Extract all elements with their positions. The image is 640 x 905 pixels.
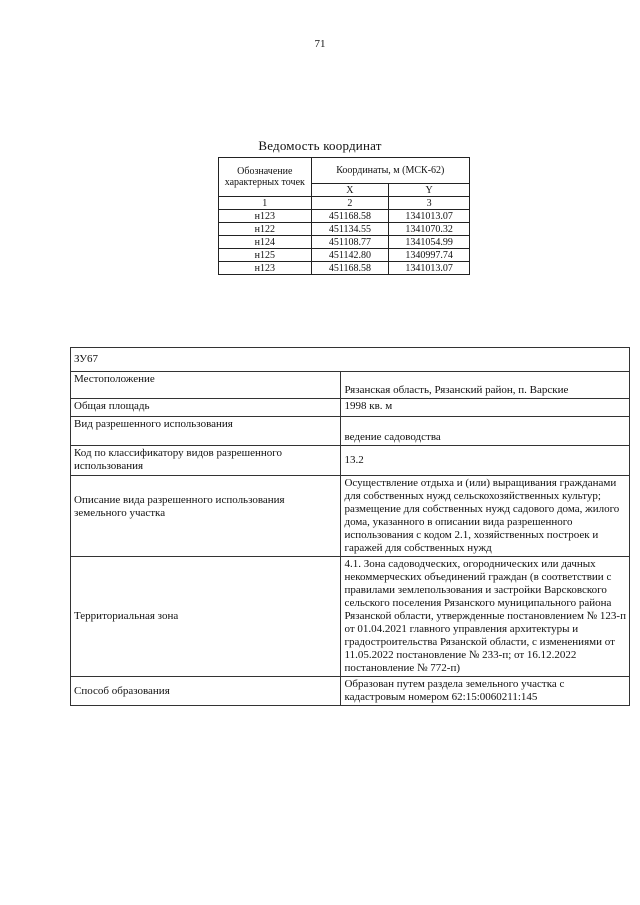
header-coords: Координаты, м (МСК-62): [311, 158, 469, 184]
x-cell: 451142.80: [311, 249, 389, 262]
parcel-id-row: [71, 348, 630, 372]
col-num: 3: [389, 197, 470, 210]
area-label: Общая площадь: [71, 399, 341, 417]
table-row: [219, 210, 470, 223]
coordinates-title: Ведомость координат: [258, 138, 382, 153]
code-row: [71, 446, 630, 476]
col-num: 1: [219, 197, 312, 210]
description-label: Описание вида разрешенного использования земельного участка: [71, 476, 341, 557]
use-value: ведение садоводства: [341, 417, 630, 446]
zone-row: [71, 557, 630, 677]
table-row: [219, 249, 470, 262]
column-number-row: [219, 197, 470, 210]
location-row: [71, 372, 630, 399]
description-value: Осуществление отдыха и (или) выращивания гражданами для собственных нужд сельскохозяйственных культур; размещение для собственных нужд садового дома, жилого дома, указанного в описании вида разрешенного использования с кодом 2.1, хозяйственных построек и гаражей для собственных нужд: [341, 476, 630, 557]
use-row: [71, 417, 630, 446]
coordinates-header-row: [219, 158, 470, 184]
col-num: 2: [311, 197, 389, 210]
area-row: [71, 399, 630, 417]
header-y: Y: [389, 184, 470, 197]
page-number: 71: [314, 38, 326, 50]
parcel-id: ЗУ67: [71, 348, 630, 372]
y-cell: 1341013.07: [389, 262, 470, 275]
code-value: 13.2: [341, 446, 630, 476]
area-value: 1998 кв. м: [341, 399, 630, 417]
header-point: Обозначение характерных точек: [219, 158, 312, 197]
method-row: [71, 677, 630, 706]
code-label: Код по классификатору видов разрешенного использования: [71, 446, 341, 476]
x-cell: 451108.77: [311, 236, 389, 249]
y-cell: 1341013.07: [389, 210, 470, 223]
point-cell: н122: [219, 223, 312, 236]
description-row: [71, 476, 630, 557]
zone-value: 4.1. Зона садоводческих, огороднических или дачных некоммерческих объединений граждан (в соответствии с правилами землепользования и застройки Варсковского сельского поселения Рязанского муниципального района Рязанской области, утвержденные постановлением № 123-п от 01.04.2021 главного управления архитектуры и градостроительства Рязанской области, с изменениями от 11.05.2022 постановление № 233-п; от 16.12.2022 постановление № 772-п): [341, 557, 630, 677]
location-label: Местоположение: [71, 372, 341, 399]
x-cell: 451168.58: [311, 210, 389, 223]
point-cell: н125: [219, 249, 312, 262]
location-value: Рязанская область, Рязанский район, п. Варские: [341, 372, 630, 399]
table-row: [219, 236, 470, 249]
table-row: [219, 262, 470, 275]
x-cell: 451168.58: [311, 262, 389, 275]
zone-label: Территориальная зона: [71, 557, 341, 677]
x-cell: 451134.55: [311, 223, 389, 236]
method-value: Образован путем раздела земельного участка с кадастровым номером 62:15:0060211:145: [341, 677, 630, 706]
method-label: Способ образования: [71, 677, 341, 706]
coordinates-table: [218, 157, 470, 275]
y-cell: 1340997.74: [389, 249, 470, 262]
use-label: Вид разрешенного использования: [71, 417, 341, 446]
point-cell: н123: [219, 262, 312, 275]
table-row: [219, 223, 470, 236]
y-cell: 1341054.99: [389, 236, 470, 249]
point-cell: н123: [219, 210, 312, 223]
y-cell: 1341070.32: [389, 223, 470, 236]
point-cell: н124: [219, 236, 312, 249]
parcel-table: [70, 347, 630, 706]
header-x: X: [311, 184, 389, 197]
